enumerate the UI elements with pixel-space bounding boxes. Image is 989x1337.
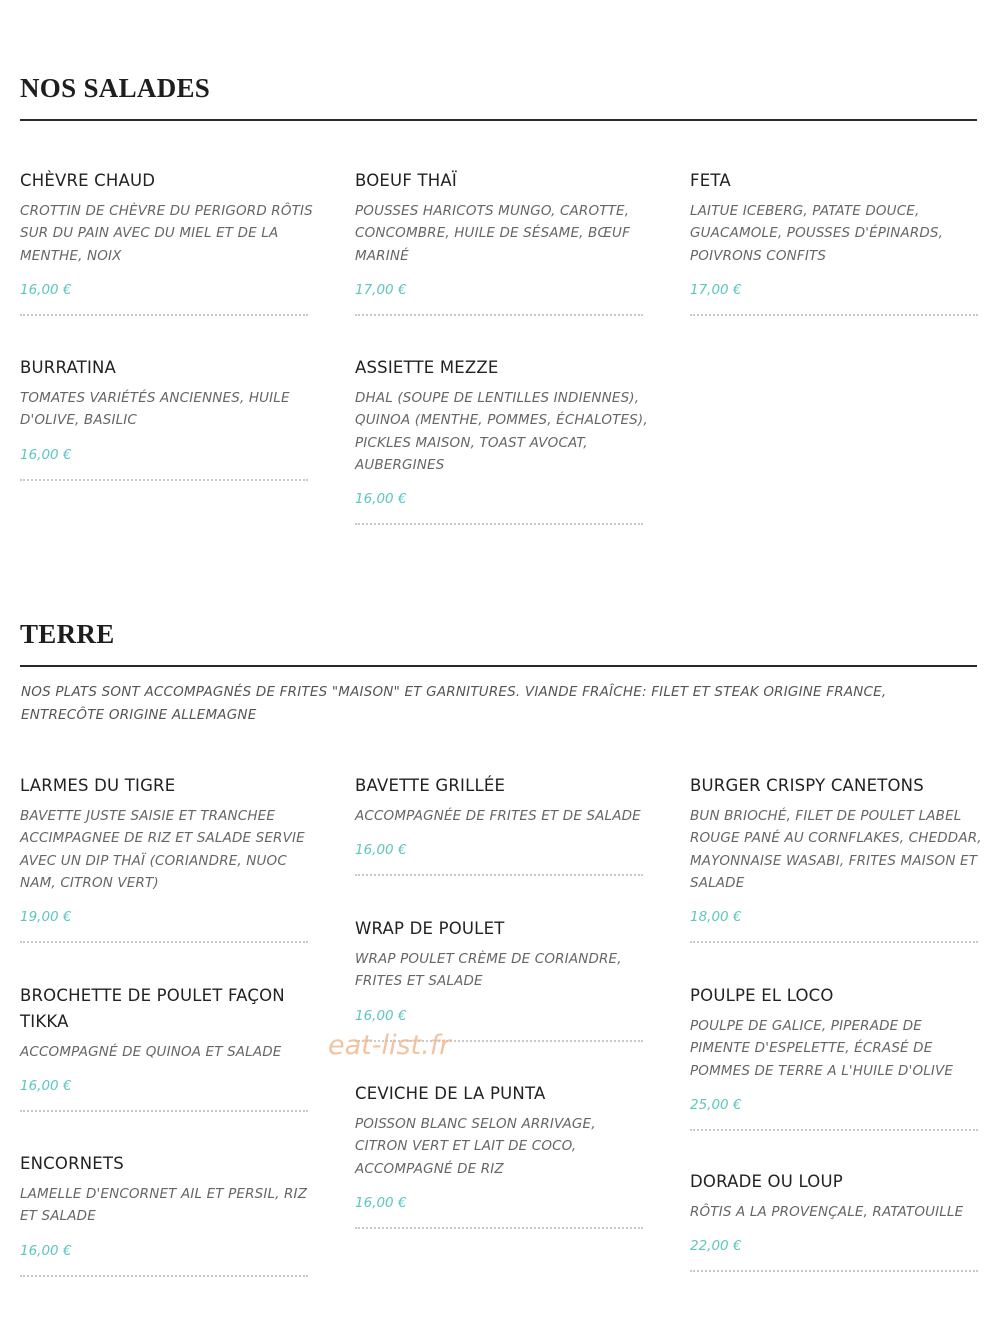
item-name: ASSIETTE MEZZE (355, 358, 499, 377)
item-description: ACCOMPAGNÉE DE FRITES ET DE SALADE (355, 808, 641, 824)
dotted-separator (355, 874, 643, 876)
dotted-separator (355, 314, 643, 316)
item-price: 16,00 € (20, 281, 72, 298)
item-price: 17,00 € (690, 281, 742, 298)
item-price: 16,00 € (20, 1242, 72, 1259)
watermark: eat-list.fr (328, 1030, 451, 1061)
item-description: LAMELLE D'ENCORNET AIL ET PERSIL, RIZ ET SALADE (20, 1186, 308, 1225)
item-price: 22,00 € (690, 1238, 742, 1255)
item-name: ENCORNETS (20, 1154, 124, 1173)
item-description: ACCOMPAGNÉ DE QUINOA ET SALADE (20, 1044, 282, 1060)
item-description: LAITUE ICEBERG, PATATE DOUCE, GUACAMOLE, POUSSES D'ÉPINARDS, POIVRONS CONFITS (690, 203, 944, 264)
item-name: BAVETTE GRILLÉE (355, 776, 506, 795)
dotted-separator (20, 1275, 308, 1277)
section-title-salades: NOS SALADES (20, 73, 211, 103)
item-description: POULPE DE GALICE, PIPERADE DE PIMENTE D'ESPELETTE, ÉCRASÉ DE POMMES DE TERRE A L'HUILE D'OLIVE (690, 1018, 954, 1079)
item-name: FETA (690, 171, 731, 190)
menu-item (355, 1081, 650, 1229)
menu-item (355, 916, 650, 1042)
item-name: CEVICHE DE LA PUNTA (355, 1084, 546, 1103)
item-price: 16,00 € (355, 1194, 407, 1211)
item-name: CHÈVRE CHAUD (20, 171, 156, 190)
section-title-terre: TERRE (20, 619, 115, 649)
menu-item (690, 168, 985, 316)
item-description: BUN BRIOCHÉ, FILET DE POULET LABEL ROUGE PANÉ AU CORNFLAKES, CHEDDAR, MAYONNAISE WASABI, FRITES MAISON ET SALADE (690, 808, 982, 891)
item-description: POISSON BLANC SELON ARRIVAGE, CITRON VERT ET LAIT DE COCO, ACCOMPAGNÉ DE RIZ (355, 1116, 596, 1177)
item-price: 16,00 € (355, 842, 407, 859)
menu-item (20, 355, 315, 481)
item-name: LARMES DU TIGRE (20, 776, 176, 795)
menu-item (355, 355, 650, 525)
item-price: 16,00 € (20, 1078, 72, 1095)
dotted-separator (20, 941, 308, 943)
item-price: 16,00 € (355, 1007, 407, 1024)
menu-item (690, 1169, 985, 1272)
menu-item (355, 168, 650, 316)
menu-item (20, 773, 315, 943)
menu-item (355, 773, 650, 876)
menu-item (20, 1151, 315, 1277)
item-description: RÔTIS A LA PROVENÇALE, RATATOUILLE (690, 1204, 964, 1220)
dotted-separator (690, 1129, 978, 1131)
item-description: TOMATES VARIÉTÉS ANCIENNES, HUILE D'OLIVE, BASILIC (20, 390, 290, 429)
item-price: 19,00 € (20, 909, 72, 926)
menu-item (20, 168, 315, 316)
item-description: DHAL (SOUPE DE LENTILLES INDIENNES), QUINOA (MENTHE, POMMES, ÉCHALOTES), PICKLES MAISON, TOAST AVOCAT, AUBERGINES (355, 390, 648, 473)
dotted-separator (355, 523, 643, 525)
dotted-separator (20, 1110, 308, 1112)
dotted-separator (690, 314, 978, 316)
item-description: BAVETTE JUSTE SAISIE ET TRANCHEE ACCIMPAGNEE DE RIZ ET SALADE SERVIE AVEC UN DIP THAÏ (CORIANDRE, NUOC NAM, CITRON VERT) (20, 808, 305, 891)
section-divider (20, 665, 977, 667)
dotted-separator (20, 314, 308, 316)
item-description: POUSSES HARICOTS MUNGO, CAROTTE, CONCOMBRE, HUILE DE SÉSAME, BŒUF MARINÉ (355, 203, 630, 264)
dotted-separator (690, 1270, 978, 1272)
item-price: 17,00 € (355, 281, 407, 298)
item-name: WRAP DE POULET (355, 919, 505, 938)
section-note: NOS PLATS SONT ACCOMPAGNÉS DE FRITES "MAISON" ET GARNITURES. VIANDE FRAÎCHE: FILET ET STEAK ORIGINE FRANCE, ENTRECÔTE ORIGINE ALLEMAGNE (21, 684, 887, 723)
item-name: BROCHETTE DE POULET FAÇON TIKKA (20, 986, 285, 1031)
item-name: BOEUF THAÏ (355, 171, 457, 190)
item-description: CROTTIN DE CHÈVRE DU PERIGORD RÔTIS SUR DU PAIN AVEC DU MIEL ET DE LA MENTHE, NOIX (20, 203, 313, 264)
dotted-separator (355, 1227, 643, 1229)
item-price: 18,00 € (690, 909, 742, 926)
item-name: POULPE EL LOCO (690, 986, 834, 1005)
item-name: BURGER CRISPY CANETONS (690, 776, 924, 795)
item-price: 25,00 € (690, 1096, 742, 1113)
item-description: WRAP POULET CRÈME DE CORIANDRE, FRITES ET SALADE (355, 951, 622, 990)
menu-item (690, 773, 985, 943)
item-name: DORADE OU LOUP (690, 1172, 843, 1191)
item-name: BURRATINA (20, 358, 117, 377)
item-price: 16,00 € (20, 446, 72, 463)
dotted-separator (690, 941, 978, 943)
section-divider (20, 119, 977, 121)
menu-item (690, 983, 985, 1131)
menu-item (20, 983, 315, 1112)
item-price: 16,00 € (355, 491, 407, 508)
dotted-separator (20, 479, 308, 481)
